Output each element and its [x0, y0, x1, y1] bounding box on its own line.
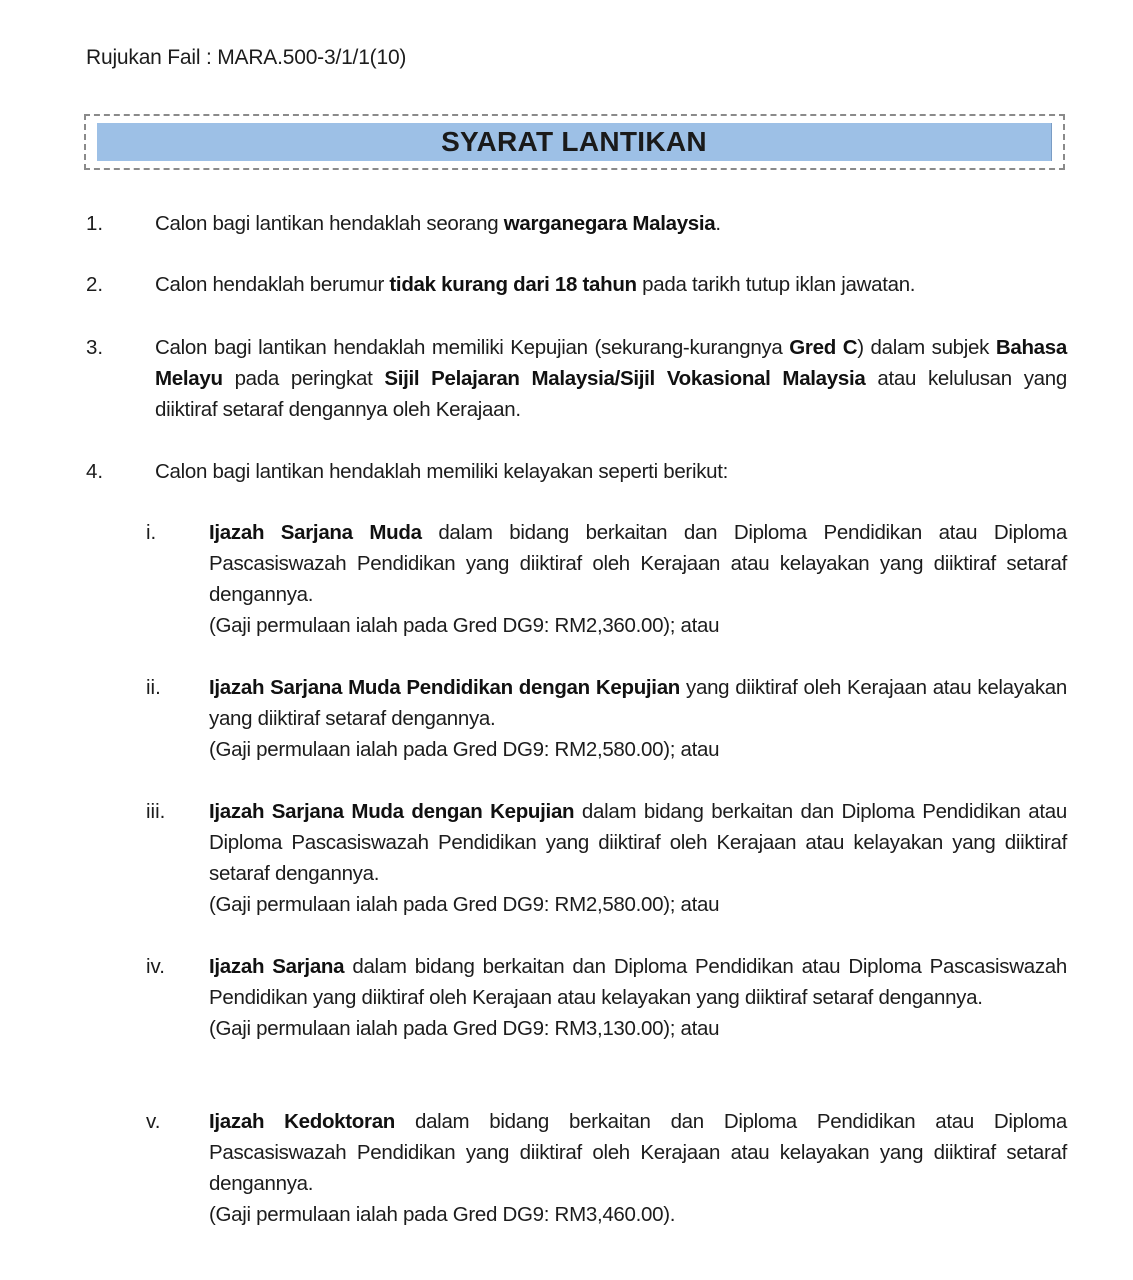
- file-reference: Rujukan Fail : MARA.500-3/1/1(10): [86, 46, 407, 69]
- qualification-numeral: iii.: [146, 800, 166, 823]
- condition-text: [155, 456, 1067, 487]
- condition-text: [155, 332, 1067, 425]
- text-run: dalam bidang berkaitan dan Diploma Pendidikan atau Diploma Pascasiswazah Pendidikan yang diiktiraf oleh Kerajaan atau kelayakan yang diiktiraf setaraf dengannya.: [209, 1110, 1067, 1195]
- condition-number: 4.: [86, 460, 104, 483]
- qualification-text: [209, 796, 1067, 920]
- starting-salary: (Gaji permulaan ialah pada Gred DG9: RM3,460.00).: [209, 1203, 676, 1226]
- qualification-numeral: ii.: [146, 676, 161, 699]
- text-run: dalam bidang berkaitan dan Diploma Pendidikan atau Diploma Pascasiswazah Pendidikan yang diiktiraf oleh Kerajaan atau kelayakan yang diiktiraf setaraf dengannya.: [209, 521, 1067, 606]
- condition-number: 2.: [86, 273, 104, 296]
- text-run: Calon bagi lantikan hendaklah seorang: [155, 212, 504, 235]
- starting-salary: (Gaji permulaan ialah pada Gred DG9: RM2,360.00); atau: [209, 614, 720, 637]
- title-box: [84, 114, 1065, 170]
- title-band: [97, 123, 1052, 161]
- text-run: atau kelulusan yang diiktiraf setaraf dengannya oleh Kerajaan.: [155, 367, 1067, 421]
- bold-run: Ijazah Sarjana Muda Pendidikan dengan Kepujian: [209, 676, 681, 699]
- condition-text: [155, 208, 1067, 239]
- text-run: ) dalam subjek: [857, 336, 996, 359]
- qualification-description: [209, 796, 1067, 889]
- condition-text: [155, 269, 1067, 300]
- bold-run: Bahasa Melayu: [155, 336, 1067, 390]
- starting-salary: (Gaji permulaan ialah pada Gred DG9: RM2,580.00); atau: [209, 893, 720, 916]
- qualification-numeral: i.: [146, 521, 157, 544]
- qualification-description: [209, 951, 1067, 1013]
- text-run: Calon bagi lantikan hendaklah memiliki kelayakan seperti berikut:: [155, 460, 729, 483]
- starting-salary: (Gaji permulaan ialah pada Gred DG9: RM2,580.00); atau: [209, 738, 720, 761]
- qualification-numeral: iv.: [146, 955, 165, 978]
- text-run: pada tarikh tutup iklan jawatan.: [636, 273, 916, 296]
- text-run: pada peringkat: [222, 367, 385, 390]
- qualification-description: [209, 672, 1067, 734]
- qualification-text: [209, 517, 1067, 641]
- text-run: dalam bidang berkaitan dan Diploma Pendidikan atau Diploma Pascasiswazah Pendidikan yang diiktiraf oleh Kerajaan atau kelayakan yang diiktiraf setaraf dengannya.: [209, 955, 1067, 1009]
- bold-run: tidak kurang dari 18 tahun: [389, 273, 637, 296]
- qualification-description: [209, 1106, 1067, 1199]
- qualification-numeral: v.: [146, 1110, 161, 1133]
- text-run: Calon hendaklah berumur: [155, 273, 390, 296]
- qualification-text: [209, 1106, 1067, 1230]
- text-run: .: [715, 212, 721, 235]
- text-run: Calon bagi lantikan hendaklah memiliki Kepujian (sekurang-kurangnya: [155, 336, 790, 359]
- condition-number: 1.: [86, 212, 104, 235]
- bold-run: Ijazah Sarjana: [209, 955, 345, 978]
- bold-run: Ijazah Sarjana Muda dengan Kepujian: [209, 800, 575, 823]
- bold-run: Sijil Pelajaran Malaysia/Sijil Vokasional Malaysia: [384, 367, 866, 390]
- text-run: dalam bidang berkaitan dan Diploma Pendidikan atau Diploma Pascasiswazah Pendidikan yang diiktiraf oleh Kerajaan atau kelayakan yang diiktiraf setaraf dengannya.: [209, 800, 1067, 885]
- bold-run: Ijazah Sarjana Muda: [209, 521, 422, 544]
- qualification-text: [209, 951, 1067, 1044]
- bold-run: Gred C: [789, 336, 858, 359]
- qualification-text: [209, 672, 1067, 765]
- page-title: SYARAT LANTIKAN: [441, 126, 707, 157]
- condition-number: 3.: [86, 336, 104, 359]
- text-run: yang diiktiraf oleh Kerajaan atau kelayakan yang diiktiraf setaraf dengannya.: [209, 676, 1067, 730]
- starting-salary: (Gaji permulaan ialah pada Gred DG9: RM3,130.00); atau: [209, 1017, 720, 1040]
- bold-run: warganegara Malaysia: [503, 212, 716, 235]
- qualification-description: [209, 517, 1067, 610]
- bold-run: Ijazah Kedoktoran: [209, 1110, 396, 1133]
